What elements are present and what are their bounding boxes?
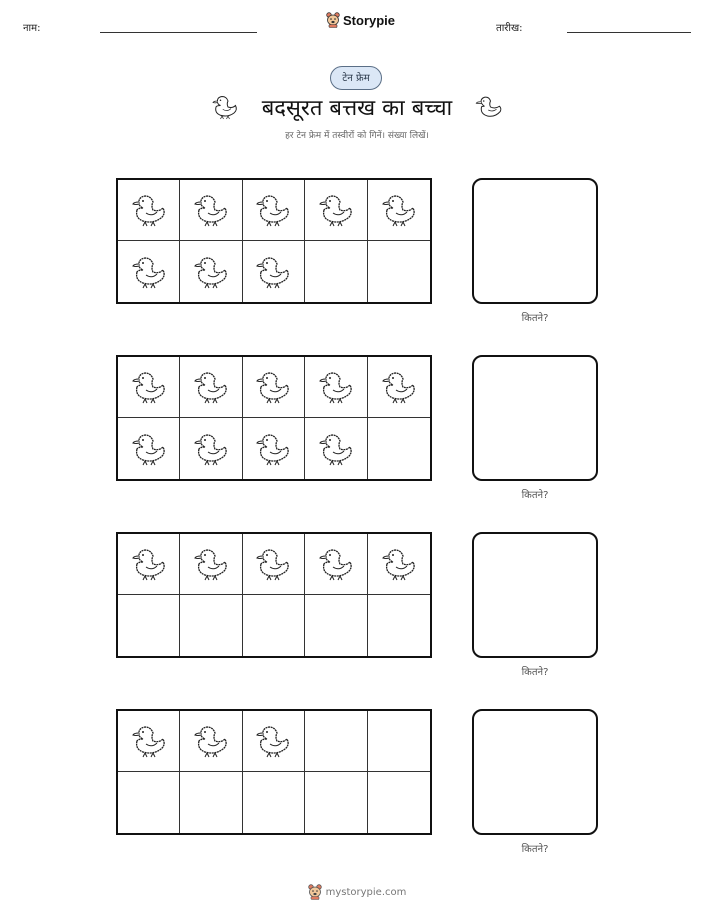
- frame-cell-filled: [180, 711, 242, 772]
- footer: [0, 884, 714, 900]
- question-label: कितने?: [521, 490, 549, 501]
- duckling-icon: [253, 721, 293, 761]
- frame-cell-empty: [305, 711, 367, 772]
- ten-frame: [116, 178, 432, 304]
- answer-box[interactable]: [472, 355, 598, 481]
- frame-cell-filled: [118, 241, 180, 302]
- duckling-icon: [129, 190, 169, 230]
- duckling-icon: [474, 92, 504, 122]
- ten-frame: [116, 532, 432, 658]
- date-label: तारीख:: [496, 23, 523, 34]
- duck-icon: [474, 92, 504, 126]
- question-label: कितने?: [521, 667, 549, 678]
- frame-cell-filled: [305, 534, 367, 595]
- frame-cell-filled: [118, 180, 180, 241]
- frame-cell-empty: [305, 241, 367, 302]
- brand-logo: [326, 12, 395, 28]
- frame-cell-filled: [243, 241, 305, 302]
- duckling-icon: [191, 252, 231, 292]
- footer-url: mystorypie.com: [325, 886, 407, 898]
- frame-cell-filled: [243, 180, 305, 241]
- date-write-line[interactable]: [567, 32, 691, 33]
- name-write-line[interactable]: [100, 32, 257, 33]
- duckling-icon: [316, 429, 356, 469]
- frame-cell-filled: [243, 418, 305, 479]
- duckling-icon: [253, 429, 293, 469]
- question-label: कितने?: [521, 844, 549, 855]
- frame-cell-empty: [180, 772, 242, 833]
- duckling-icon: [316, 544, 356, 584]
- frame-cell-filled: [118, 418, 180, 479]
- frame-cell-empty: [118, 595, 180, 656]
- frame-cell-empty: [368, 595, 430, 656]
- duckling-icon: [129, 367, 169, 407]
- page-title: बदसूरत बत्तख का बच्चा: [261, 96, 453, 121]
- duckling-icon: [253, 252, 293, 292]
- frame-cell-filled: [118, 534, 180, 595]
- frame-cell-filled: [243, 534, 305, 595]
- duckling-icon: [253, 544, 293, 584]
- frame-cell-filled: [180, 357, 242, 418]
- duckling-icon: [191, 190, 231, 230]
- frame-cell-filled: [118, 357, 180, 418]
- ten-frame: [116, 355, 432, 481]
- brand-name: Storypie: [343, 12, 396, 28]
- frame-cell-filled: [368, 180, 430, 241]
- name-label: नाम:: [23, 23, 41, 34]
- frame-cell-filled: [180, 180, 242, 241]
- duckling-icon: [379, 190, 419, 230]
- frame-cell-empty: [118, 772, 180, 833]
- duckling-icon: [129, 721, 169, 761]
- duckling-icon: [191, 544, 231, 584]
- frame-cell-filled: [118, 711, 180, 772]
- answer-box[interactable]: [472, 532, 598, 658]
- frame-cell-empty: [243, 772, 305, 833]
- duckling-icon: [316, 367, 356, 407]
- answer-box[interactable]: [472, 709, 598, 835]
- frame-cell-empty: [180, 595, 242, 656]
- frame-cell-empty: [368, 241, 430, 302]
- frame-cell-empty: [368, 772, 430, 833]
- frame-cell-empty: [368, 418, 430, 479]
- bear-logo-icon: [308, 884, 322, 900]
- frame-cell-filled: [180, 534, 242, 595]
- duckling-icon: [191, 721, 231, 761]
- duckling-icon: [316, 190, 356, 230]
- duckling-icon: [253, 367, 293, 407]
- answer-box[interactable]: [472, 178, 598, 304]
- duckling-icon: [191, 429, 231, 469]
- frame-cell-filled: [368, 357, 430, 418]
- duckling-icon: [379, 367, 419, 407]
- frame-cell-filled: [243, 357, 305, 418]
- frame-cell-empty: [243, 595, 305, 656]
- instructions: हर टेन फ्रेम में तस्वीरों को गिनें। संख्या लिखें।: [285, 131, 429, 141]
- frame-cell-filled: [368, 534, 430, 595]
- frame-cell-filled: [180, 418, 242, 479]
- duckling-icon: [129, 429, 169, 469]
- duckling-icon: [129, 544, 169, 584]
- duckling-icon: [129, 252, 169, 292]
- bear-logo-icon: [326, 12, 340, 28]
- frame-cell-empty: [305, 772, 367, 833]
- question-label: कितने?: [521, 313, 549, 324]
- duckling-icon: [253, 190, 293, 230]
- frame-cell-filled: [305, 357, 367, 418]
- ten-frame-badge: टेन फ्रेम: [330, 66, 382, 90]
- frame-cell-filled: [305, 180, 367, 241]
- frame-cell-filled: [180, 241, 242, 302]
- ten-frame: [116, 709, 432, 835]
- frame-cell-empty: [305, 595, 367, 656]
- duckling-icon: [379, 544, 419, 584]
- frame-cell-filled: [243, 711, 305, 772]
- frame-cell-empty: [368, 711, 430, 772]
- frame-cell-filled: [305, 418, 367, 479]
- duckling-icon: [191, 367, 231, 407]
